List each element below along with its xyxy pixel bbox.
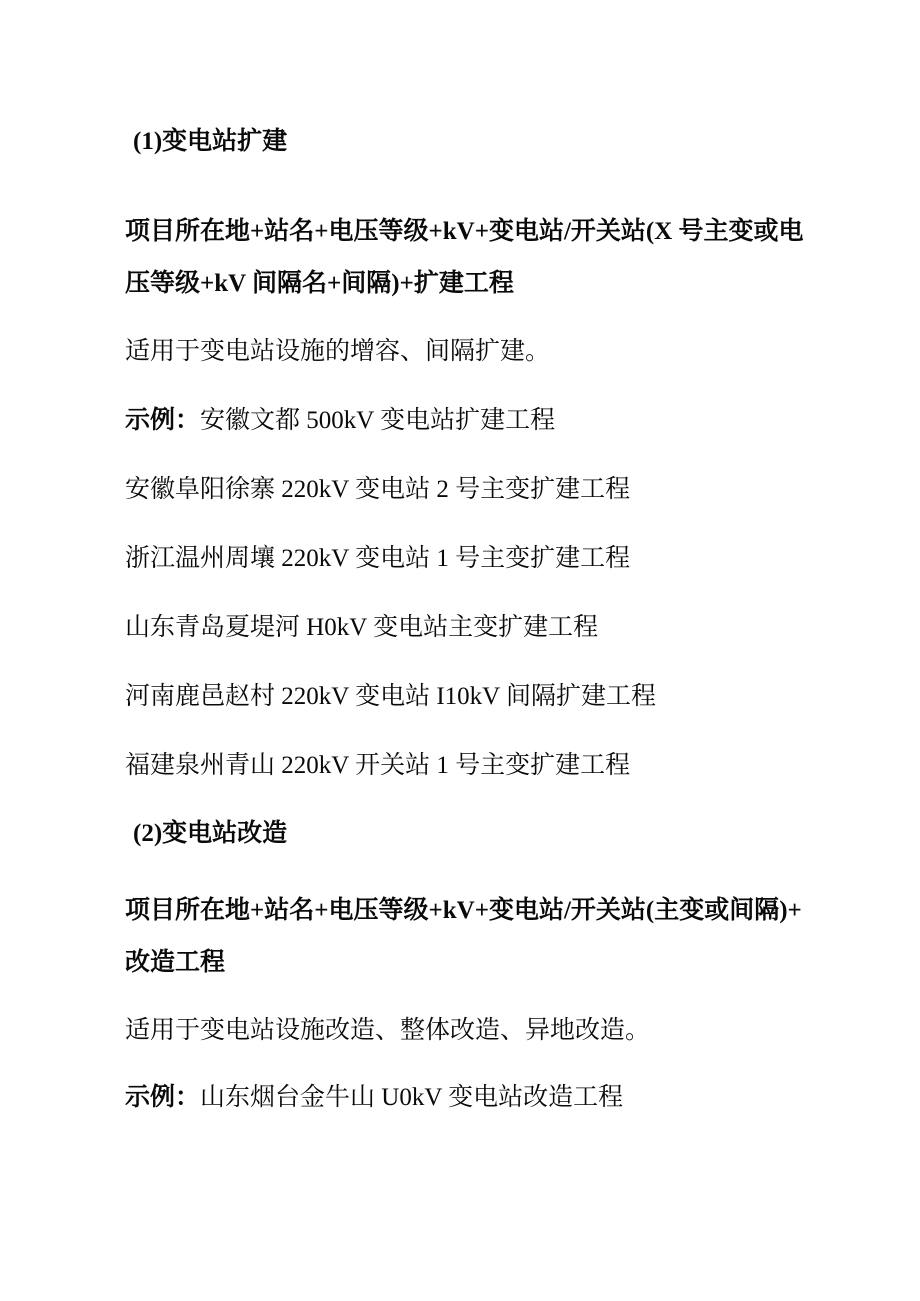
formula-line: 改造工程 bbox=[125, 949, 226, 976]
formula-line: 压等级+kV 间隔名+间隔)+扩建工程 bbox=[125, 270, 514, 297]
section-1-heading: (1)变电站扩建 bbox=[133, 128, 288, 155]
example-line: 山东青岛夏堤河 H0kV 变电站主变扩建工程 bbox=[125, 614, 599, 641]
section-2-usage-note: 适用于变电站设施改造、整体改造、异地改造。 bbox=[125, 1017, 651, 1044]
example-line: 福建泉州青山 220kV 开关站 1 号主变扩建工程 bbox=[125, 752, 631, 779]
example-line: 浙江温州周壤 220kV 变电站 1 号主变扩建工程 bbox=[125, 545, 631, 572]
example-label: 示例： bbox=[125, 1084, 201, 1111]
formula-line: 项目所在地+站名+电压等级+kV+变电站/开关站(X 号主变或电 bbox=[125, 218, 804, 245]
example-label: 示例： bbox=[125, 407, 201, 434]
section-1-naming-formula bbox=[125, 206, 804, 310]
example-line: 安徽阜阳徐寨 220kV 变电站 2 号主变扩建工程 bbox=[125, 476, 631, 503]
section-1-usage-note: 适用于变电站设施的增容、间隔扩建。 bbox=[125, 338, 551, 365]
example-line bbox=[125, 1072, 798, 1124]
section-2-naming-formula bbox=[125, 885, 802, 989]
section-2-heading: (2)变电站改造 bbox=[133, 820, 288, 847]
formula-line: 项目所在地+站名+电压等级+kV+变电站/开关站(主变或间隔)+ bbox=[125, 897, 802, 924]
example-text: 安徽文都 500kV 变电站扩建工程 bbox=[200, 407, 556, 434]
example-line bbox=[125, 395, 798, 447]
example-text: 山东烟台金牛山 U0kV 变电站改造工程 bbox=[200, 1084, 624, 1111]
example-line: 河南鹿邑赵村 220kV 变电站 I10kV 间隔扩建工程 bbox=[125, 683, 657, 710]
